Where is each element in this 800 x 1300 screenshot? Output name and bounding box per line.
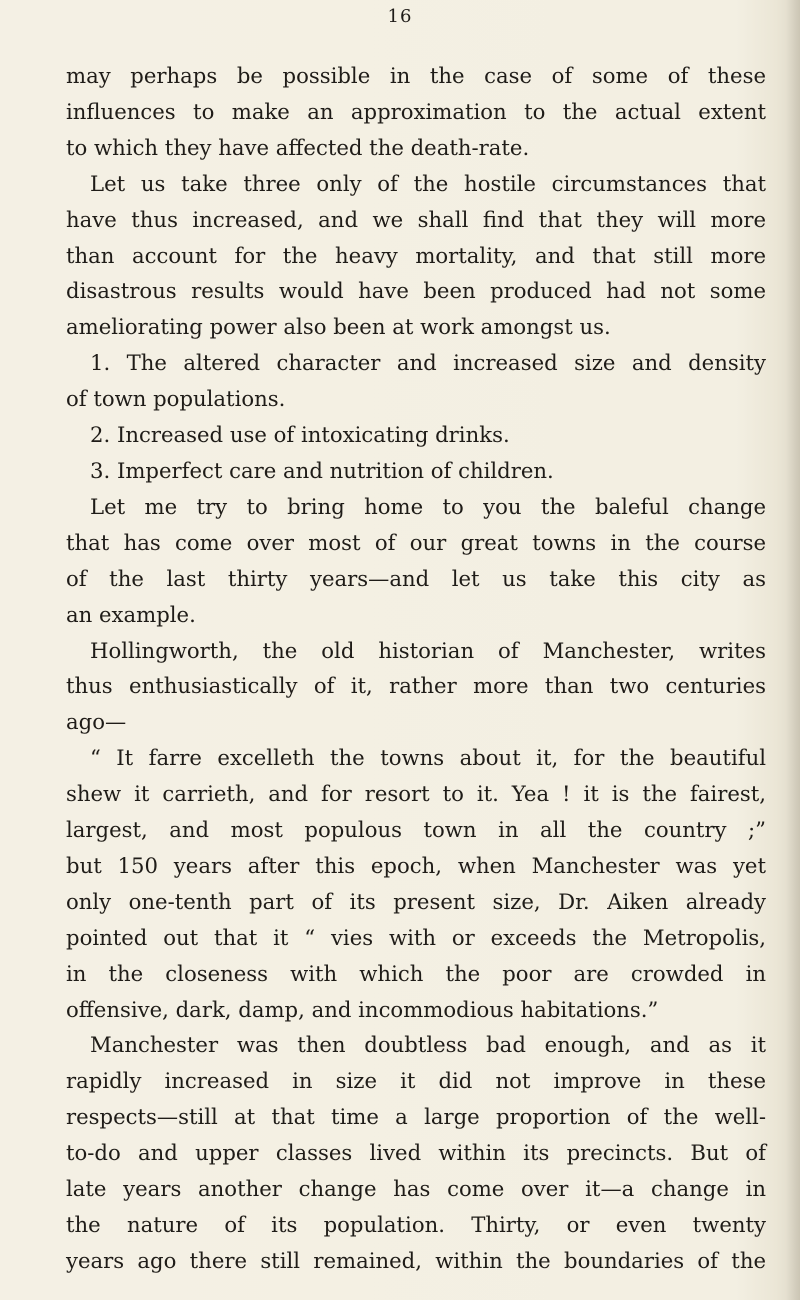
text-line: 2. Increased use of intoxicating drinks. [90,422,510,448]
text-line: of town populations. [66,386,286,412]
text-line: to-do and upper classes lived within its precincts. But of [66,1140,766,1166]
text-line: 1. The altered character and increased size and density [90,350,766,376]
text-line: to which they have affected the death-rate. [66,134,530,160]
text-line: rapidly increased in size it did not improve in these [66,1068,766,1094]
page-edge-shadow [786,0,800,1300]
body-text [66,58,766,1279]
text-line: 3. Imperfect care and nutrition of children. [90,457,554,483]
text-line: but 150 years after this epoch, when Manchester was yet [66,852,766,878]
text-line: ago— [66,709,127,735]
text-line: influences to make an approximation to the actual extent [66,98,766,124]
text-line: thus enthusiastically of it, rather more than two centuries [66,673,766,699]
text-line: an example. [66,601,196,627]
text-line: than account for the heavy mortality, and that still more [66,242,766,268]
text-line: disastrous results would have been produced had not some [66,278,766,304]
text-line: largest, and most populous town in all the country ;” [66,817,766,843]
text-line: Let me try to bring home to you the baleful change [90,493,766,519]
text-line: late years another change has come over it—a change in [66,1176,766,1202]
text-line: respects—still at that time a large proportion of the well- [66,1104,766,1130]
text-line: of the last thirty years—and let us take this city as [66,565,766,591]
text-line: pointed out that it “ vies with or exceeds the Metropolis, [66,924,766,950]
text-line: the nature of its population. Thirty, or even twenty [66,1212,766,1237]
text-line: offensive, dark, damp, and incommodious habitations.” [66,996,659,1022]
text-line: ameliorating power also been at work amongst us. [66,314,611,340]
text-line: Hollingworth, the old historian of Manchester, writes [90,637,766,663]
text-line: years ago there still remained, within the boundaries of the [66,1247,766,1273]
text-line: Let us take three only of the hostile circumstances that [90,170,766,196]
text-line: that has come over most of our great towns in the course [66,529,766,555]
text-line: Manchester was then doubtless bad enough, and as it [90,1032,766,1058]
text-line: in the closeness with which the poor are crowded in [66,960,766,986]
text-line: “ It farre excelleth the towns about it, for the beautiful [90,745,766,771]
text-line: only one-tenth part of its present size, Dr. Aiken already [66,888,766,914]
text-line: have thus increased, and we shall find that they will more [66,206,766,232]
text-line: may perhaps be possible in the case of some of these [66,63,766,88]
page-number: 16 [387,6,413,27]
text-line: shew it carrieth, and for resort to it. Yea ! it is the fairest, [66,781,766,807]
